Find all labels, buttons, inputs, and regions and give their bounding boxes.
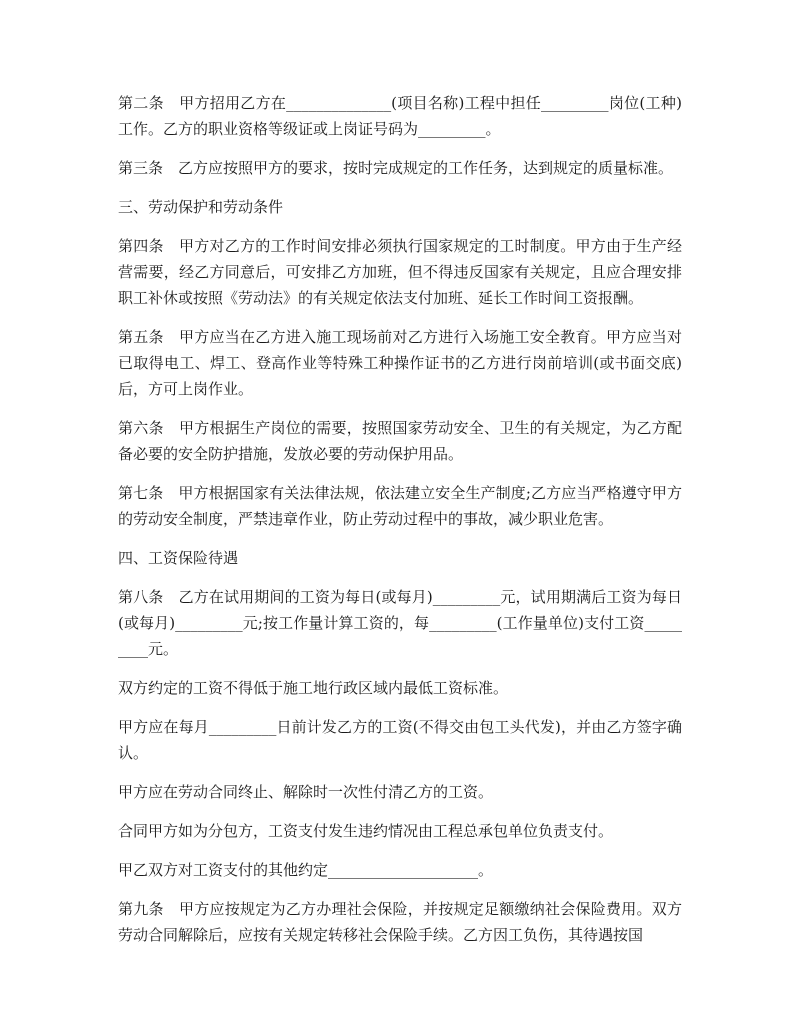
article-5-safety-training: 第五条 甲方应当在乙方进入施工现场前对乙方进行入场施工安全教育。甲方应当对已取得电工、焊工、登高作业等特殊工种操作证书的乙方进行岗前培训(或书面交底)后，方可上岗作业。 [118,328,682,398]
article-4-working-hours: 第四条 甲方对乙方的工作时间安排必须执行国家规定的工时制度。甲方由于生产经营需要，经乙方同意后，可安排乙方加班，但不得违反国家有关规定，且应合理安排职工补休或按照《劳动法》的有关规定依法支付加班、延长工作时间工资报酬。 [118,237,682,307]
wage-settlement-clause: 甲方应在劳动合同终止、解除时一次性付清乙方的工资。 [118,783,494,801]
article-3-work-requirements: 第三条 乙方应按照甲方的要求，按时完成规定的工作任务，达到规定的质量标准。 [118,159,674,177]
section-heading-wages-insurance: 四、工资保险待遇 [118,549,239,567]
article-6-protective-equipment: 第六条 甲方根据生产岗位的需要，按照国家劳动安全、卫生的有关规定，为乙方配备必要的安全防护措施，发放必要的劳动保护用品。 [118,419,682,463]
article-7-safety-rules: 第七条 甲方根据国家有关法律法规，依法建立安全生产制度;乙方应当严格遵守甲方的劳动安全制度，严禁违章作业，防止劳动过程中的事故，减少职业危害。 [118,484,682,528]
section-heading-labor-protection: 三、劳动保护和劳动条件 [118,198,284,216]
wage-payment-date-clause: 甲方应在每月_________日前计发乙方的工资(不得交由包工头代发)，并由乙方签字确认。 [118,718,682,762]
contract-document [118,90,682,961]
article-2-job-assignment: 第二条 甲方招用乙方在______________(项目名称)工程中担任_________岗位(工种)工作。乙方的职业资格等级证或上岗证号码为_________。 [118,94,682,138]
wage-minimum-clause: 双方约定的工资不得低于施工地行政区域内最低工资标准。 [118,679,509,697]
article-9-social-insurance: 第九条 甲方应按规定为乙方办理社会保险，并按规定足额缴纳社会保险费用。双方劳动合同解除后，应按有关规定转移社会保险手续。乙方因工负伤，其待遇按国 [118,900,682,944]
subcontractor-wage-clause: 合同甲方如为分包方，工资支付发生违约情况由工程总承包单位负责支付。 [118,822,614,840]
article-8-wages: 第八条 乙方在试用期间的工资为每日(或每月)_________元，试用期满后工资为每日(或每月)_________元;按工作量计算工资的，每_________(工作量单位)支付工资_________元。 [118,588,682,658]
other-wage-agreement-clause: 甲乙双方对工资支付的其他约定____________________。 [118,861,494,879]
